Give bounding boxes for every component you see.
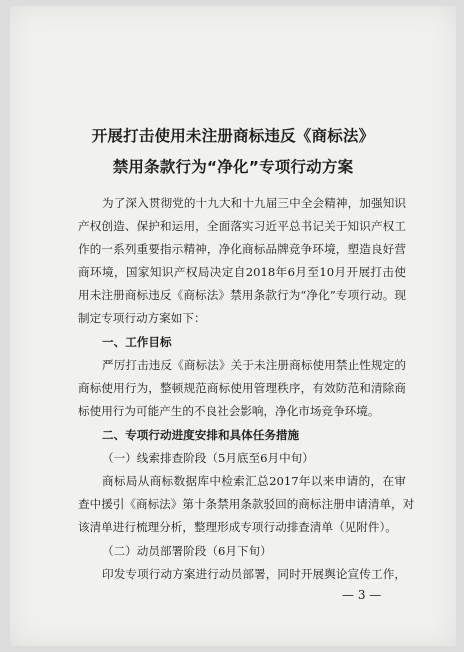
document-title-line-1: 开展打击使用未注册商标违反《商标法》 — [91, 127, 375, 145]
section-1-line-3: 标使用行为可能产生的不良社会影响，净化市场竞争环境。 — [78, 404, 380, 418]
intro-line-2: 产权创造、保护和运用，全面落实习近平总书记关于知识产权工 — [78, 219, 406, 233]
phase-2-heading: （二）动员部署阶段（6月下旬） — [102, 544, 272, 558]
intro-line-3: 作的一系列重要指示精神，净化商标品牌竞争环境，塑造良好营 — [78, 242, 406, 256]
section-1-heading: 一、工作目标 — [102, 335, 172, 349]
section-2-heading: 二、专项行动进度安排和具体任务措施 — [102, 428, 300, 442]
intro-line-4: 商环境，国家知识产权局决定自2018年6月至10月开展打击使 — [78, 265, 406, 279]
intro-line-6: 制定专项行动方案如下： — [78, 311, 206, 325]
document-page — [10, 6, 456, 646]
page-number: — 3 — — [342, 588, 382, 602]
section-1-line-1: 严厉打击违反《商标法》关于未注册商标使用禁止性规定的 — [102, 358, 406, 372]
document-title-line-2: 禁用条款行为“净化”专项行动方案 — [112, 158, 354, 176]
phase-1-line-2: 查中援引《商标法》第十条禁用条款驳回的商标注册申请清单，对 — [78, 497, 415, 511]
phase-1-line-1: 商标局从商标数据库中检索汇总2017年以来申请的，在审 — [102, 474, 406, 488]
phase-1-line-3: 该清单进行梳理分析，整理形成专项行动排查清单（见附件）。 — [78, 520, 397, 534]
phase-1-heading: （一）线索排查阶段（5月底至6月中旬） — [102, 451, 314, 465]
section-1-line-2: 商标使用行为，整顿规范商标使用管理秩序，有效防范和清除商 — [78, 381, 406, 395]
intro-line-1: 为了深入贯彻党的十九大和十九届三中全会精神，加强知识 — [102, 196, 406, 210]
intro-line-5: 用未注册商标违反《商标法》禁用条款行为“净化”专项行动。现 — [78, 288, 406, 302]
phase-2-line-1: 印发专项行动方案进行动员部署，同时开展舆论宣传工作， — [102, 567, 406, 581]
